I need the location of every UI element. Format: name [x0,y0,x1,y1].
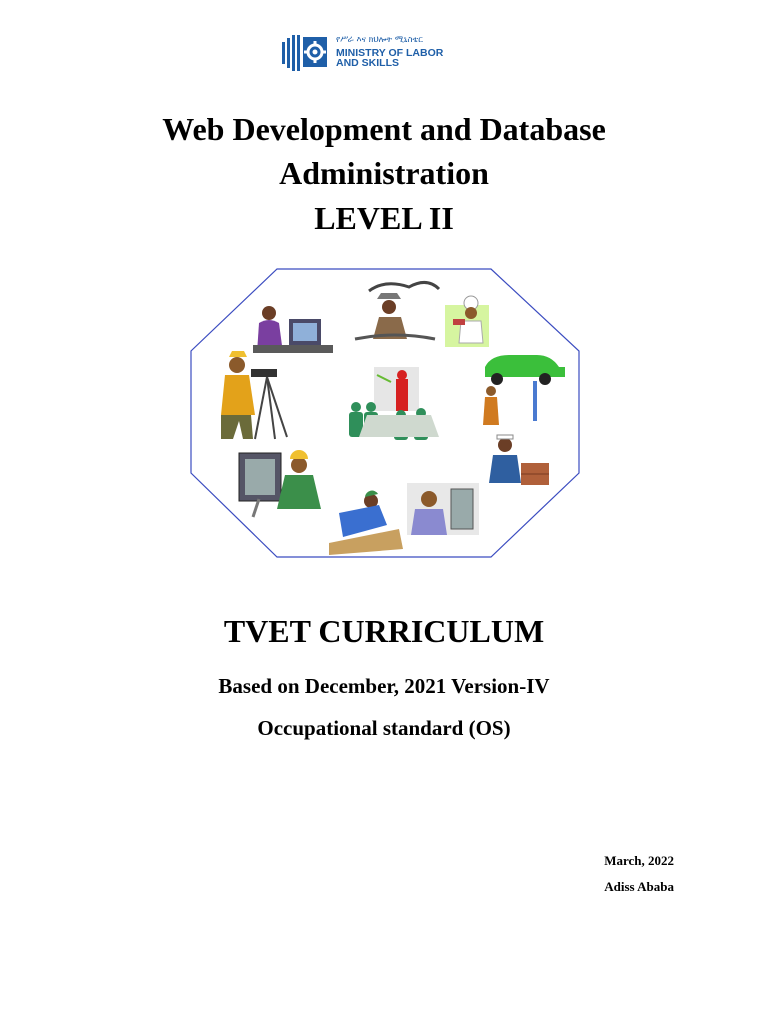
title-line-2: Administration [279,155,489,191]
occupational-standard: Occupational standard (OS) [257,716,511,740]
logo-english-text [336,48,443,68]
logo-line-1: MINISTRY OF LABOR [336,47,444,59]
logo-line-2: AND SKILLS [336,57,399,69]
ministry-logo [282,30,462,76]
title-line-1: Web Development and Database [162,111,606,147]
curriculum-heading: TVET CURRICULUM [223,613,545,649]
version-line: Based on December, 2021 Version-IV [218,674,550,698]
machinist-icon [407,483,479,535]
ministry-emblem-icon [282,32,332,72]
logo-amharic-text: የሥራ እና ክህሎት ሚኒስቴር [336,35,423,45]
publication-place: Adiss Ababa [604,879,674,894]
publication-date: March, 2022 [604,853,674,868]
trades-illustration [189,267,581,559]
title-level: LEVEL II [314,200,454,236]
